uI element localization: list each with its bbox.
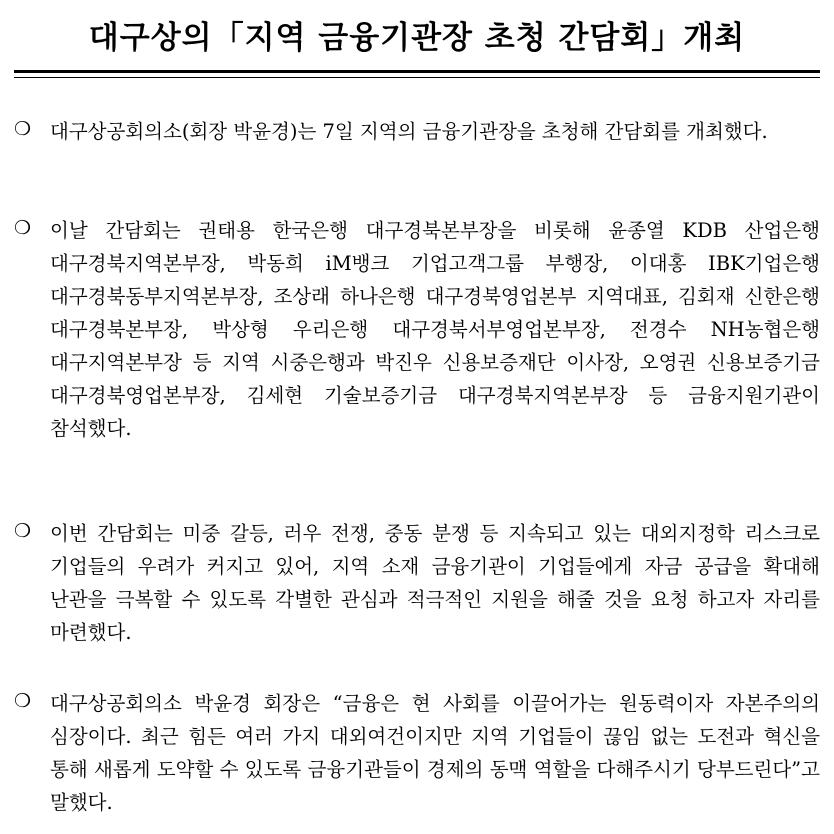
paragraph-text: 대구상공회의소 박윤경 회장은 “금융은 현 사회를 이끌어가는 원동력이자 자본주의의 심장이다. 최근 힘든 여러 가지 대외여건이지만 지역 기업들이 끊임 없는 도전과 혁신을 통해 새롭게 도약할 수 있도록 금융기관들이 경제의 동맥 역할을 다해주시기 당부드린다”고 말했다. <box>50 692 820 814</box>
paragraph-text: 이번 간담회는 미중 갈등, 러우 전쟁, 중동 분쟁 등 지속되고 있는 대외지정학 리스크로 기업들의 우려가 커지고 있어, 지역 소재 금융기관이 기업들에게 자금 공급을 확대해 난관을 극복할 수 있도록 각별한 관심과 적극적인 지원을 해줄 것을 요청 하고자 자리를 마련했다. <box>50 522 820 644</box>
title-underline-thick <box>14 70 820 73</box>
paragraph-text: 대구상공회의소(회장 박윤경)는 7일 지역의 금융기관장을 초청해 간담회를 개최했다. <box>50 120 768 143</box>
bullet-icon: ❍ <box>14 217 32 239</box>
bullet-icon: ❍ <box>14 690 32 712</box>
bullet-icon: ❍ <box>14 520 32 542</box>
bullet-icon: ❍ <box>14 118 32 140</box>
document-title: 대구상의「지역 금융기관장 초청 간담회」개최 <box>88 20 746 56</box>
title-underline-thin <box>14 77 820 78</box>
paragraph-text: 이날 간담회는 권태용 한국은행 대구경북본부장을 비롯해 윤종열 KDB 산업은행 대구경북지역본부장, 박동희 iM뱅크 기업고객그룹 부행장, 이대홍 IBK기업은행 대구경북동부지역본부장, 조상래 하나은행 대구경북영업본부 지역대표, 김회재 신한은행 대구경북본부장, 박상형 우리은행 대구경북서부영업본부장, 전경수 NH농협은행 대구지역본부장 등 지역 시중은행과 박진우 신용보증재단 이사장, 오영권 신용보증기금 대구경북영업본부장, 김세현 기술보증기금 대구경북지역본부장 등 금융지원기관이 참석했다. <box>50 219 820 440</box>
